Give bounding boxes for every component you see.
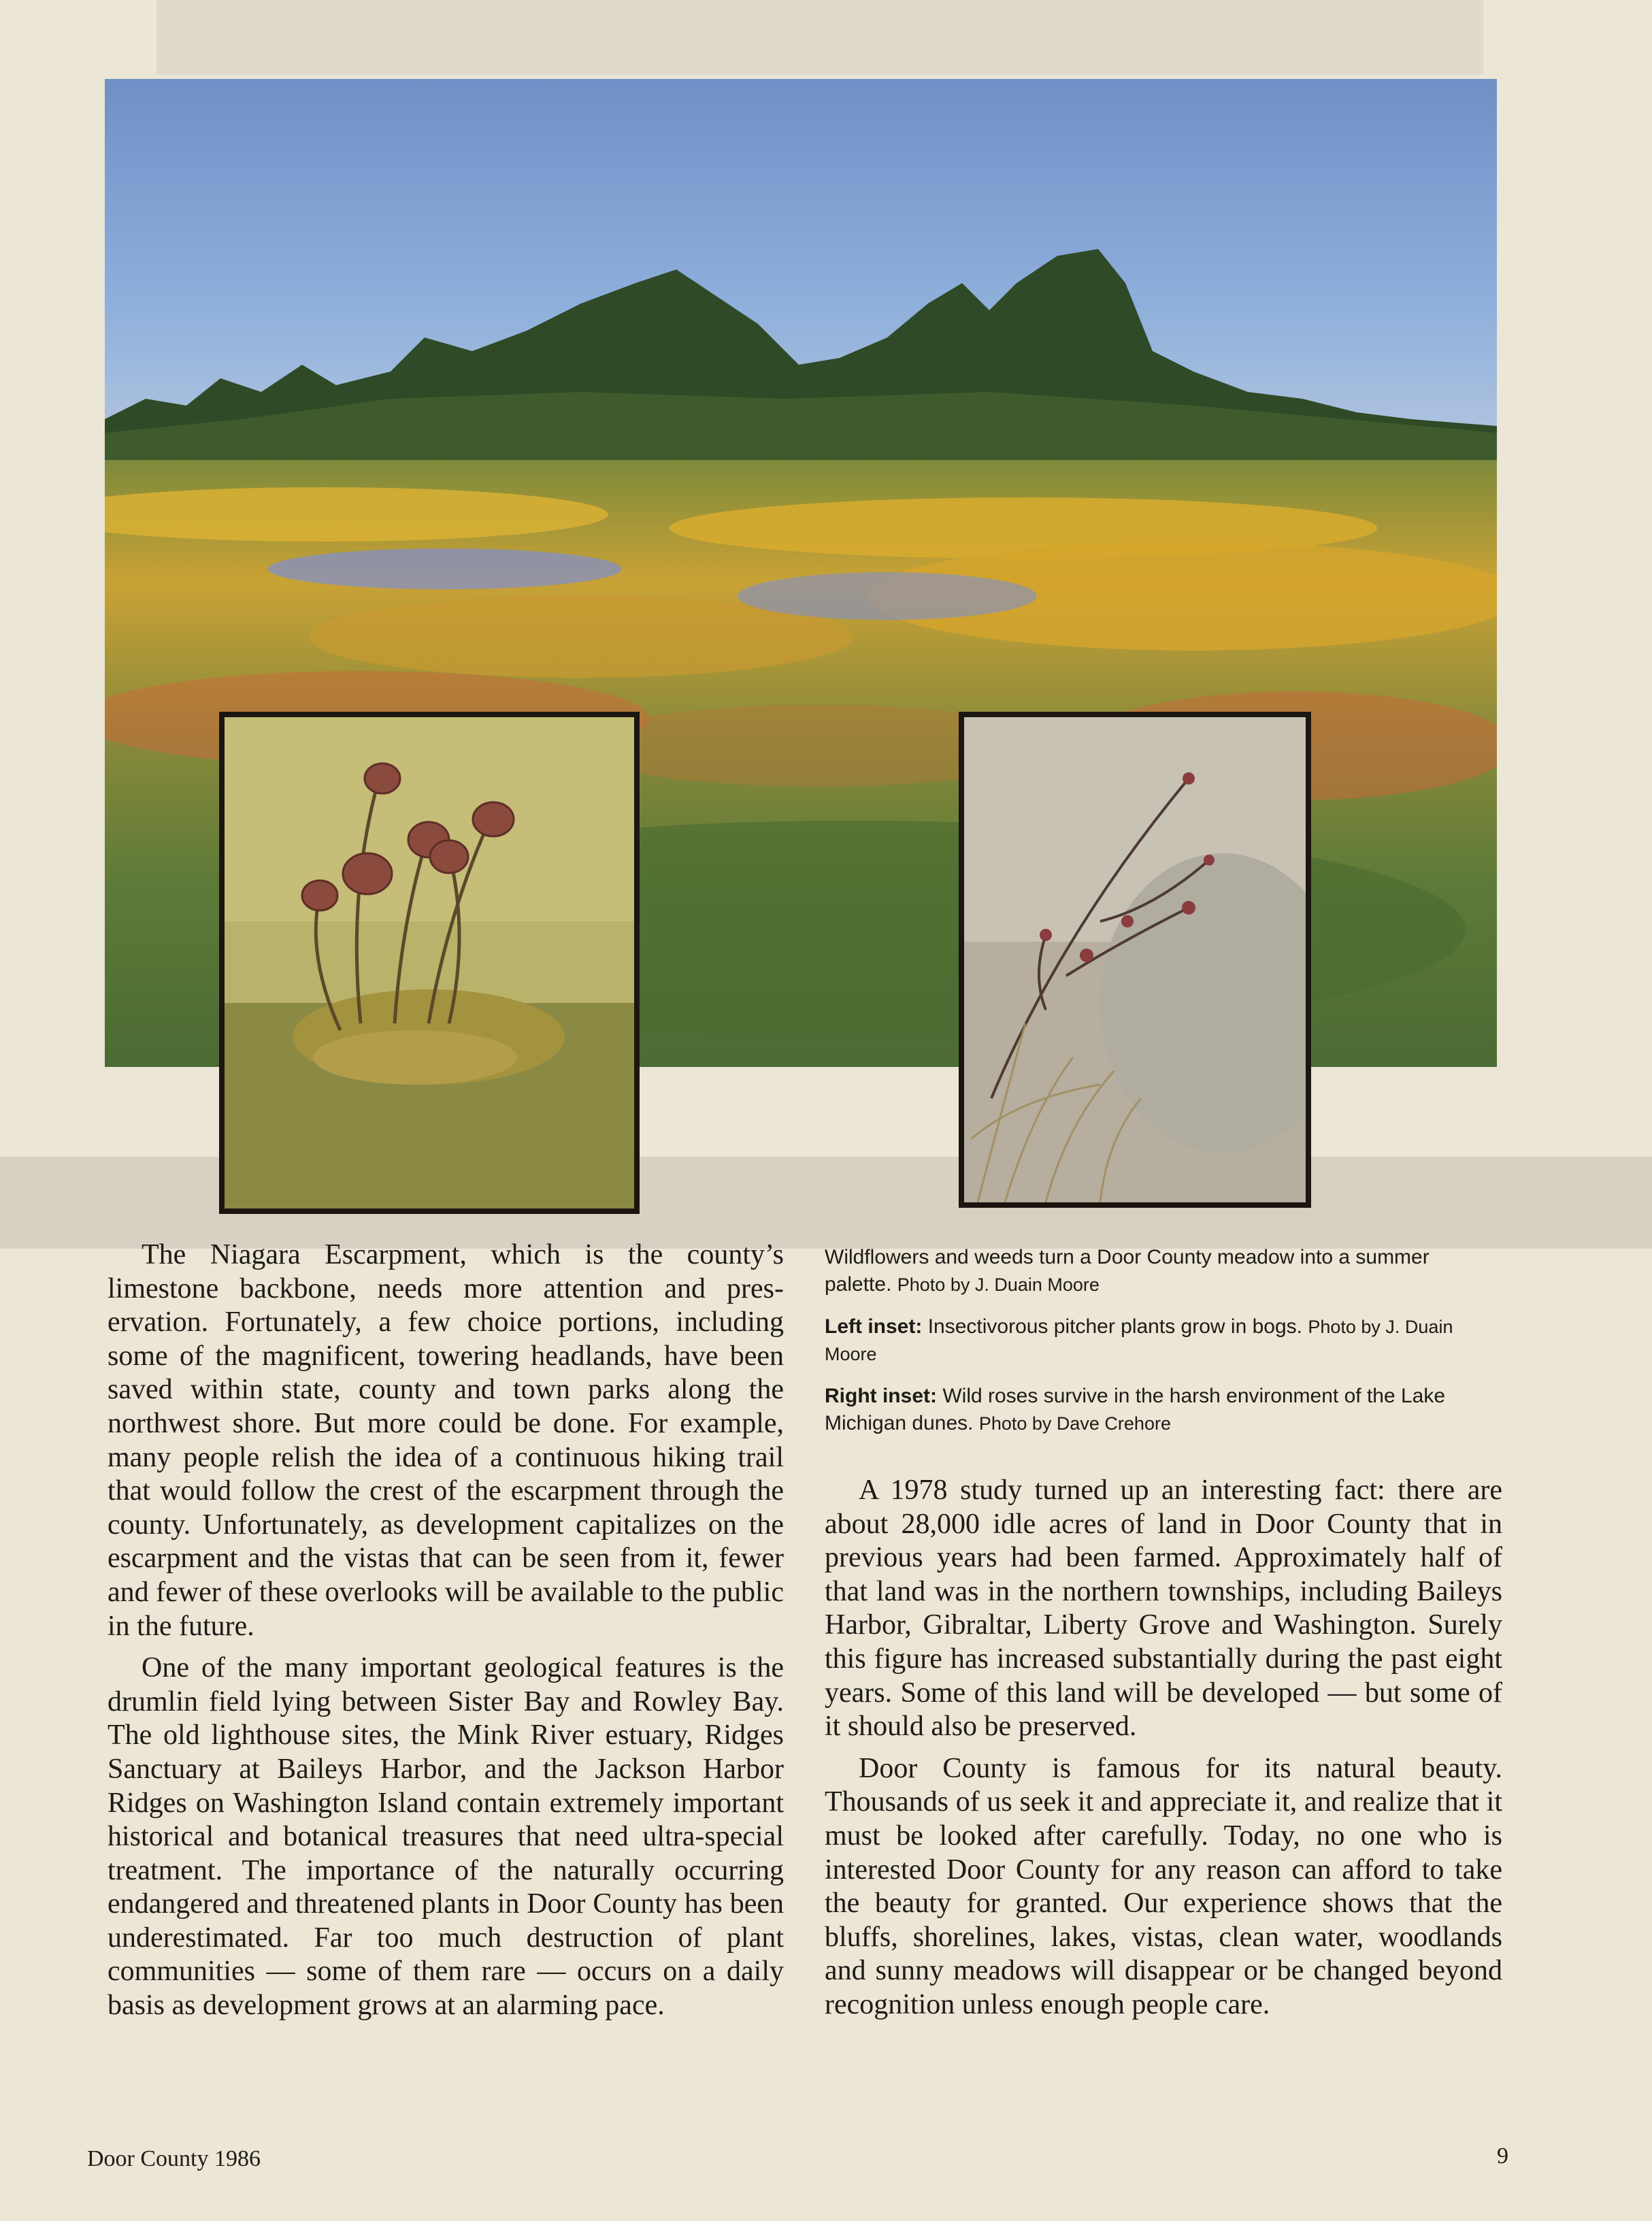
article-paragraph: Door County is famous for its natural beauty. Thousands of us seek it and appreciate it, and realize that it must be looked after carefully. Today, no one who is interested Door County for any reason can afford to take the beauty for granted. Our experience shows that the bluffs, shorelines, lakes, vistas, clean water, woodlands and sunny meadows will disappear or be changed beyond recognition unless enough people care. [825,1752,1502,2020]
left-inset-label: Left inset: [825,1315,923,1338]
main-caption-credit: Photo by J. Duain Moore [897,1274,1100,1295]
article-left-column [108,1238,784,2023]
page-number: 9 [1497,2143,1508,2169]
article-paragraph: A 1978 study turned up an interesting fact: there are about 28,000 idle acres of land in Door County that in previous years had been farmed. Approximately half of that land was in the northern townships, including Baileys Harbor, Gibraltar, Liberty Grove and Washington. Surely this figure has increased substantially during the past eight years. Some of this land will be developed — but some of it should also be preserved. [825,1475,1502,1743]
main-caption-text: Wildflowers and weeds turn a Door County meadow into a summer palette. [825,1246,1430,1296]
right-inset-credit: Photo by Dave Crehore [978,1413,1171,1434]
photo-captions [825,1244,1498,1452]
right-inset-caption [825,1383,1498,1437]
pitcher-plant-illustration [225,717,634,1208]
right-inset-text: Wild roses survive in the harsh environment of the Lake Michigan dunes. [825,1385,1446,1434]
publication-footer: Door County 1986 [87,2146,261,2171]
pitcher-plant-photo [219,712,640,1214]
left-inset-credit: Photo by J. Duain Moore [825,1317,1453,1364]
left-inset-text: Insectivorous pitcher plants grow in bogs. [927,1315,1302,1338]
right-inset-label: Right inset: [825,1385,937,1407]
article-right-column [825,1474,1502,2022]
article-paragraph: The Niagara Escarpment, which is the county’s limestone backbone, needs more attention and preservation. Fortunately, a few choice portions, including some of the magnificent, towering headlands, have been saved within state, county and town parks along the northwest shore. But more could be done. For example, many people relish the idea of a continuous hiking trail that would follow the crest of the escarpment through the county. Unfortunately, as development capitalizes on the escarpment and the vistas that can be seen from it, fewer and fewer of these overlooks will be available to the public in the future. [108,1239,784,1642]
article-paragraph: One of the many important geological features is the drumlin field lying between Sister Bay and Rowley Bay. The old lighthouse sites, the Mink River estuary, Ridges Sanctuary at Baileys Harbor, and the Jackson Harbor Ridges on Washington Island contain extremely important historical and botanical treasures that need ultra-special treatment. The importance of the naturally occurring endangered and threatened plants in Door County has been underestimated. Far too much destruction of plant communities — some of them rare — occurs on a daily basis as development grows at an alarming pace. [108,1652,784,2022]
wild-rose-photo [959,712,1311,1208]
main-caption [825,1244,1498,1298]
show-through-ghost-top [156,0,1483,75]
left-inset-caption [825,1313,1498,1368]
wild-rose-illustration [964,717,1306,1202]
